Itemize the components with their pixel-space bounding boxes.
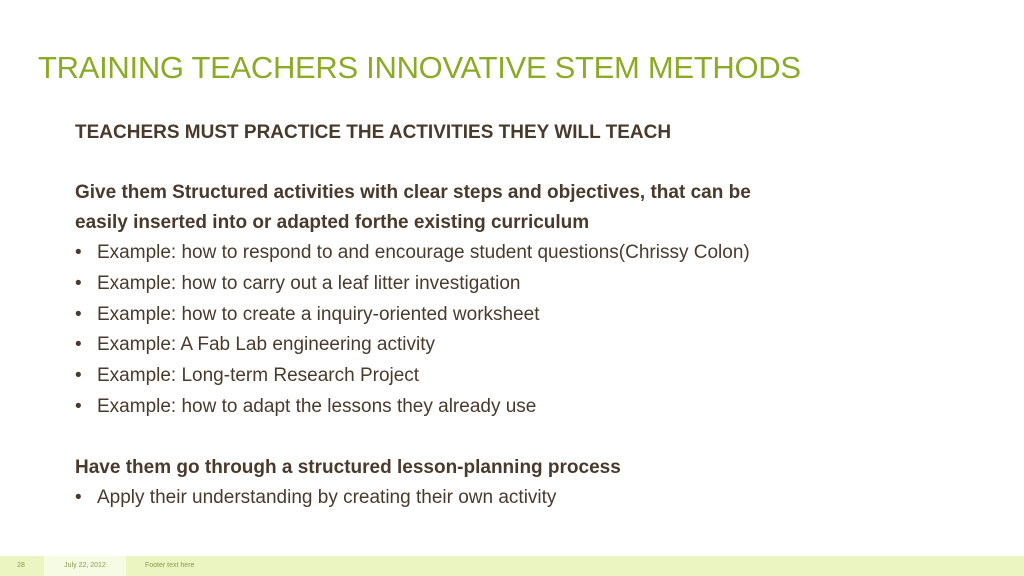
list-item: • Example: how to carry out a leaf litter investigation bbox=[75, 269, 955, 300]
heading-structured-line-1: Give them Structured activities with clear steps and objectives, that can be bbox=[75, 182, 751, 203]
spacer bbox=[75, 148, 955, 178]
heading-structured-line-2: easily inserted into or adapted forthe existing curriculum bbox=[75, 212, 590, 233]
list-item: • Example: A Fab Lab engineering activity bbox=[75, 330, 955, 361]
footer-date: July 22, 2012 bbox=[44, 556, 126, 576]
slide-title: TRAINING TEACHERS INNOVATIVE STEM METHODS bbox=[38, 50, 801, 85]
list-item: • Apply their understanding by creating their own activity bbox=[75, 483, 955, 514]
list-item: • Example: how to respond to and encourage student questions(Chrissy Colon) bbox=[75, 238, 955, 269]
list-item: • Example: how to adapt the lessons they already use bbox=[75, 392, 955, 423]
footer-text: Footer text here bbox=[145, 562, 195, 569]
spacer bbox=[75, 423, 955, 453]
slide-number: 28 bbox=[17, 562, 25, 569]
examples-list bbox=[75, 238, 955, 423]
heading-practice: TEACHERS MUST PRACTICE THE ACTIVITIES THEY WILL TEACH bbox=[75, 122, 672, 143]
list-item: • Example: Long-term Research Project bbox=[75, 361, 955, 392]
heading-lesson-planning: Have them go through a structured lesson-planning process bbox=[75, 456, 621, 478]
slide-body bbox=[75, 118, 955, 514]
heading-structured-activities bbox=[75, 178, 955, 238]
list-item: • Example: how to create a inquiry-oriented worksheet bbox=[75, 300, 955, 331]
lesson-planning-list bbox=[75, 483, 955, 514]
